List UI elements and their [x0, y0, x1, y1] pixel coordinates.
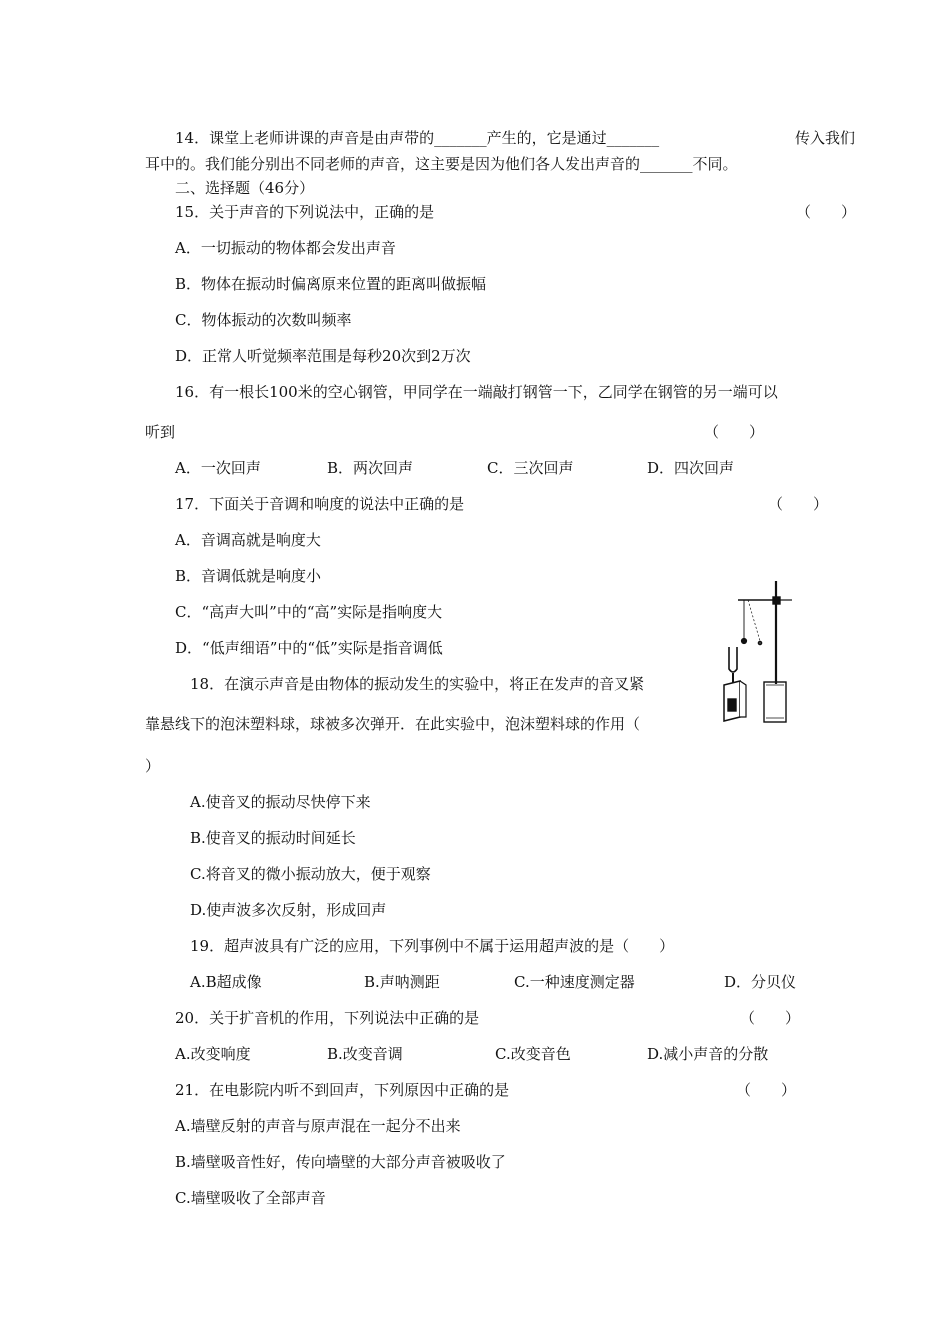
q16-stem: 16．有一根长100米的空心钢管，甲同学在一端敲打钢管一下，乙同学在钢管的另一端可以 — [175, 383, 778, 401]
q20-option-a: A.改变响度 — [175, 1045, 251, 1063]
q19-stem: 19．超声波具有广泛的应用，下列事例中不属于运用超声波的是（ ） — [190, 937, 675, 955]
q17-option-b: B．音调低就是响度小 — [175, 567, 322, 585]
q14-line1-end: 传入我们 — [795, 129, 856, 147]
q17-stem: 17．下面关于音调和响度的说法中正确的是 — [175, 495, 465, 513]
q21-option-a: A.墙壁反射的声音与原声混在一起分不出来 — [175, 1117, 461, 1135]
tuning-fork-apparatus-figure — [722, 577, 802, 727]
q16-stem2: 听到 — [145, 423, 176, 441]
q17-option-d: D．“低声细语”中的“低”实际是指音调低 — [175, 639, 443, 657]
q18-option-d: D.使声波多次反射，形成回声 — [190, 901, 387, 919]
q15-option-d: D．正常人听觉频率范围是每秒20次到2万次 — [175, 347, 471, 365]
q20-option-d: D.减小声音的分散 — [647, 1045, 769, 1063]
q20-stem: 20．关于扩音机的作用，下列说法中正确的是 — [175, 1009, 480, 1027]
q20-option-b: B.改变音调 — [327, 1045, 403, 1063]
q21-answer-paren: （ ） — [736, 1081, 797, 1099]
q16-answer-paren: （ ） — [704, 423, 765, 441]
q14-line2: 耳中的。我们能分别出不同老师的声音，这主要是因为他们各人发出声音的_______不同。 — [145, 155, 738, 173]
q15-option-c: C．物体振动的次数叫频率 — [175, 311, 352, 329]
q17-option-c: C．“高声大叫”中的“高”实际是指响度大 — [175, 603, 443, 621]
q19-option-b: B.声呐测距 — [364, 973, 440, 991]
q20-option-c: C.改变音色 — [495, 1045, 571, 1063]
q16-option-a: A．一次回声 — [175, 459, 261, 477]
q16-option-d: D．四次回声 — [647, 459, 735, 477]
q16-option-c: C．三次回声 — [487, 459, 574, 477]
q21-option-c: C.墙壁吸收了全部声音 — [175, 1189, 326, 1207]
q15-answer-paren: （ ） — [796, 203, 857, 221]
q20-answer-paren: （ ） — [740, 1009, 801, 1027]
q14-line1: 14．课堂上老师讲课的声音是由声带的_______产生的，它是通过_______ — [175, 129, 660, 147]
q18-stem: 18．在演示声音是由物体的振动发生的实验中，将正在发声的音叉紧 — [190, 675, 645, 693]
q18-stem2: 靠悬线下的泡沫塑料球，球被多次弹开．在此实验中，泡沫塑料球的作用（ — [145, 715, 641, 733]
section-title: 二、选择题（46分） — [175, 179, 315, 197]
q19-option-a: A.B超成像 — [190, 973, 262, 991]
q15-option-b: B．物体在振动时偏离原来位置的距离叫做振幅 — [175, 275, 487, 293]
q15-stem: 15．关于声音的下列说法中，正确的是 — [175, 203, 435, 221]
q21-stem: 21．在电影院内听不到回声，下列原因中正确的是 — [175, 1081, 510, 1099]
q21-option-b: B.墙壁吸音性好，传向墙壁的大部分声音被吸收了 — [175, 1153, 506, 1171]
q18-stem3: ） — [145, 757, 161, 775]
q15-option-a: A．一切振动的物体都会发出声音 — [175, 239, 396, 257]
q17-option-a: A．音调高就是响度大 — [175, 531, 321, 549]
q16-option-b: B．两次回声 — [327, 459, 414, 477]
q17-answer-paren: （ ） — [768, 495, 829, 513]
q18-option-b: B.使音叉的振动时间延长 — [190, 829, 356, 847]
q19-option-c: C.一种速度测定器 — [514, 973, 635, 991]
q19-option-d: D．分贝仪 — [724, 973, 797, 991]
q18-option-a: A.使音叉的振动尽快停下来 — [190, 793, 371, 811]
q18-option-c: C.将音叉的微小振动放大，便于观察 — [190, 865, 431, 883]
